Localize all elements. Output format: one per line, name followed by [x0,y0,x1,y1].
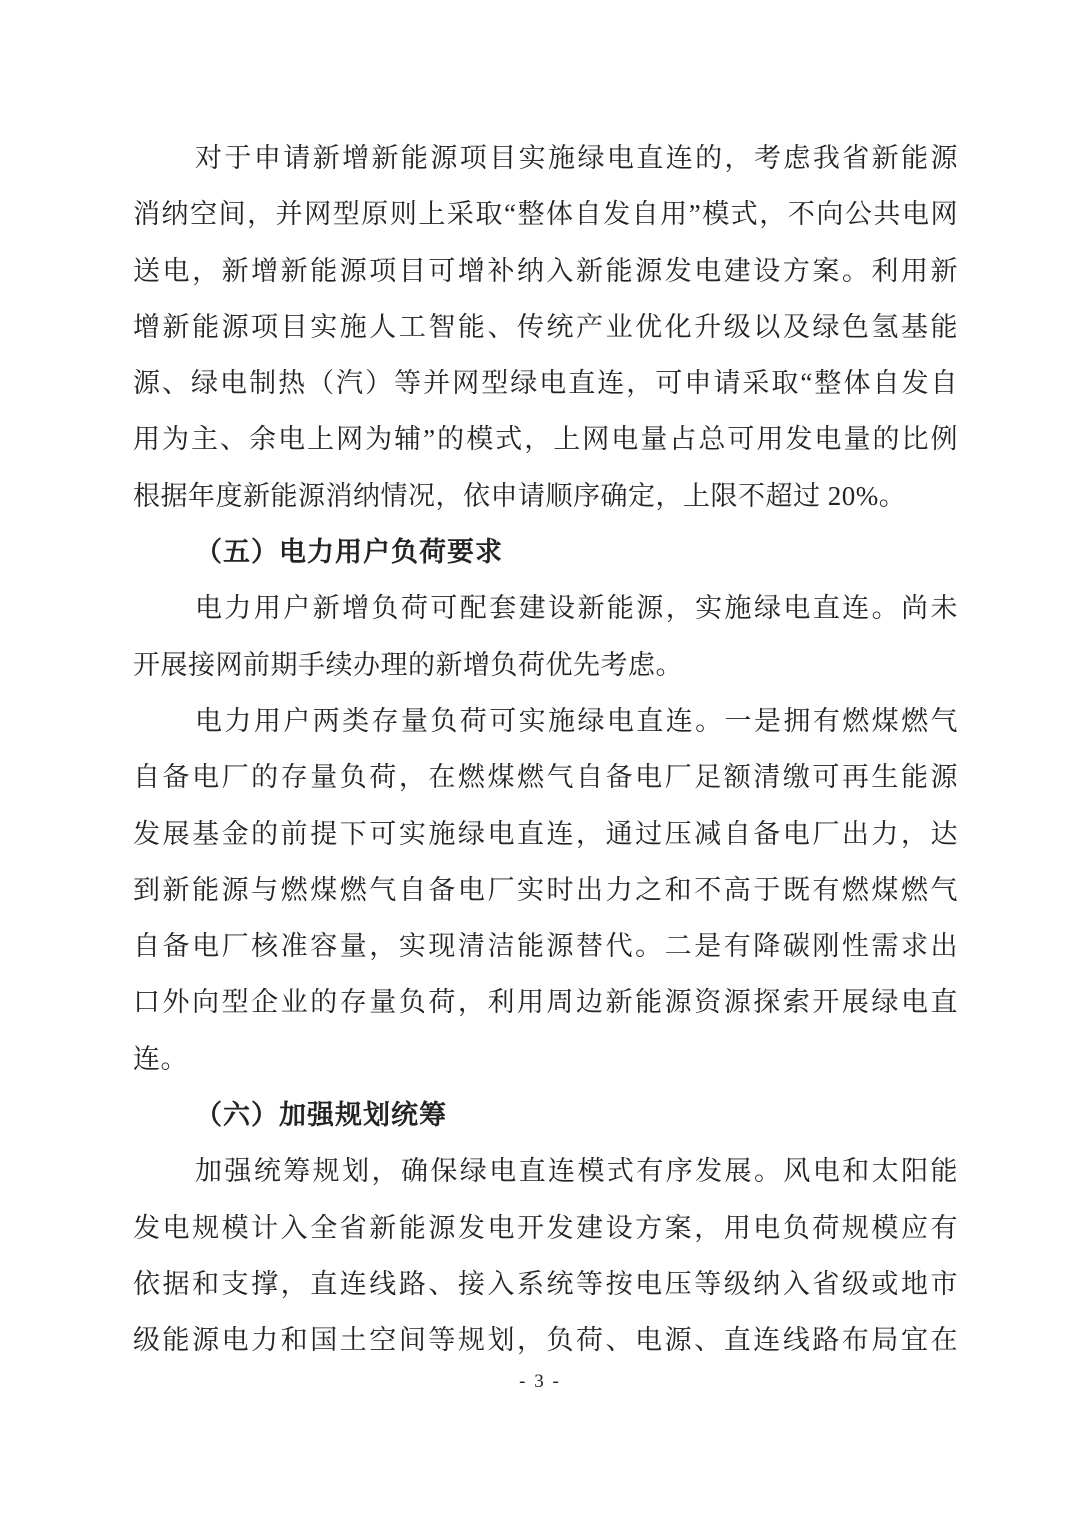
paragraph-line: 发电规模计入全省新能源发电开发建设方案，用电负荷规模应有 [133,1212,958,1243]
paragraph-line: 对于申请新增新能源项目实施绿电直连的，考虑我省新能源 [195,143,958,173]
page-footer [0,1369,1080,1395]
heading-section-5-power-user-load-requirements [133,524,958,580]
heading-section-6-strengthen-planning [133,1087,958,1143]
paragraph-new-load-priority [133,580,958,693]
paragraph-line: 加强统筹规划，确保绿电直连模式有序发展。风电和太阳能 [195,1156,958,1187]
paragraph-line: 用为主、余电上网为辅”的模式，上网电量占总可用发电量的比例 [133,424,958,455]
paragraph-line: 增新能源项目实施人工智能、传统产业优化升级以及绿色氢基能 [133,311,958,342]
document-body [133,130,958,1369]
paragraph-line: 自备电厂核准容量，实现清洁能源替代。二是有降碳刚性需求出 [133,931,958,962]
paragraph-line: 口外向型企业的存量负荷，利用周边新能源资源探索开展绿电直 [133,987,958,1018]
heading-line: （六）加强规划统筹 [195,1100,447,1131]
paragraph-line: 根据年度新能源消纳情况，依申请顺序确定，上限不超过 20%。 [133,480,907,511]
page-number: - 3 - [519,1371,561,1392]
paragraph-line: 源、绿电制热（汽）等并网型绿电直连，可申请采取“整体自发自 [133,368,958,399]
paragraph-planning-coordination [133,1143,958,1368]
paragraph-line: 连。 [133,1043,188,1074]
paragraph-line: 发展基金的前提下可实施绿电直连，通过压减自备电厂出力，达 [133,818,958,849]
paragraph-existing-load-two-types [133,693,958,1087]
paragraph-line: 开展接网前期手续办理的新增负荷优先考虑。 [133,649,683,680]
paragraph-line: 电力用户新增负荷可配套建设新能源，实施绿电直连。尚未 [195,593,958,624]
paragraph-line: 到新能源与燃煤燃气自备电厂实时出力之和不高于既有燃煤燃气 [133,874,958,905]
paragraph-line: 电力用户两类存量负荷可实施绿电直连。一是拥有燃煤燃气 [195,705,958,736]
paragraph-line: 依据和支撑，直连线路、接入系统等按电压等级纳入省级或地市 [133,1268,958,1299]
paragraph-new-energy-project-direct-connection [133,130,958,524]
paragraph-line: 级能源电力和国土空间等规划，负荷、电源、直连线路布局宜在 [133,1325,958,1356]
paragraph-line: 消纳空间，并网型原则上采取“整体自发自用”模式，不向公共电网 [133,199,958,230]
paragraph-line: 送电，新增新能源项目可增补纳入新能源发电建设方案。利用新 [133,255,958,286]
heading-line: （五）电力用户负荷要求 [195,537,503,568]
paragraph-line: 自备电厂的存量负荷，在燃煤燃气自备电厂足额清缴可再生能源 [133,762,958,793]
